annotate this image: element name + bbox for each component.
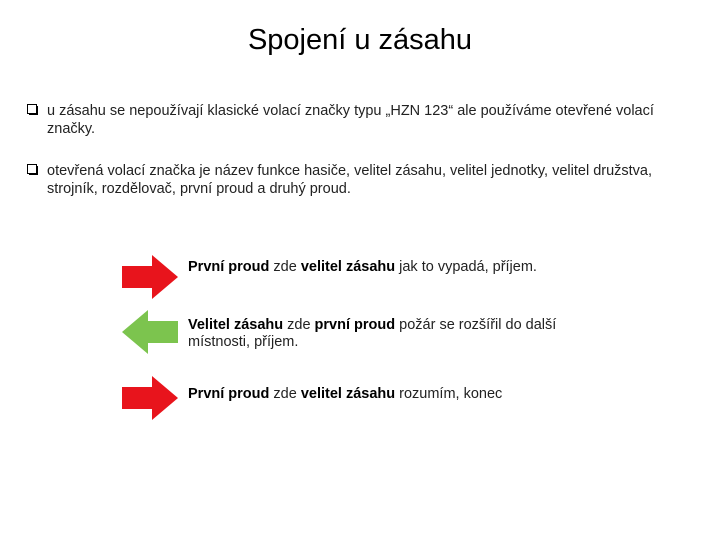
- message-recipient: velitel zásahu: [300, 386, 396, 402]
- message-connector: zde: [269, 259, 301, 275]
- arrow-right-icon: [120, 375, 180, 421]
- bullet-item: [27, 162, 697, 198]
- arrow-right-icon: [120, 254, 180, 300]
- bullet-text: otevřená volací značka je název funkce hasiče, velitel zásahu, velitel jednotky, velitel družstva, strojník, rozdělovač, první proud a druhý proud.: [47, 163, 653, 197]
- radio-message: [188, 317, 568, 351]
- radio-message: [188, 386, 568, 403]
- message-recipient: první proud: [314, 317, 396, 333]
- bullet-text: u zásahu se nepoužívají klasické volací značky typu „HZN 123“ ale používáme otevřené volací značky.: [47, 103, 654, 137]
- radio-message: [188, 259, 568, 276]
- message-sender: První proud: [188, 386, 270, 402]
- message-body: požár se rozšířil do další místnosti, příjem.: [188, 317, 557, 350]
- checkbox-bullet-icon: [27, 104, 38, 115]
- message-connector: zde: [283, 317, 315, 333]
- arrow-left-icon: [120, 309, 180, 355]
- bullet-item: [27, 102, 697, 138]
- message-recipient: velitel zásahu: [300, 259, 396, 275]
- message-body: jak to vypadá, příjem.: [395, 259, 537, 275]
- slide-title: Spojení u zásahu: [247, 24, 473, 56]
- message-sender: První proud: [188, 259, 270, 275]
- checkbox-bullet-icon: [27, 164, 38, 175]
- message-connector: zde: [269, 386, 301, 402]
- message-sender: Velitel zásahu: [188, 317, 284, 333]
- message-body: rozumím, konec: [395, 386, 503, 402]
